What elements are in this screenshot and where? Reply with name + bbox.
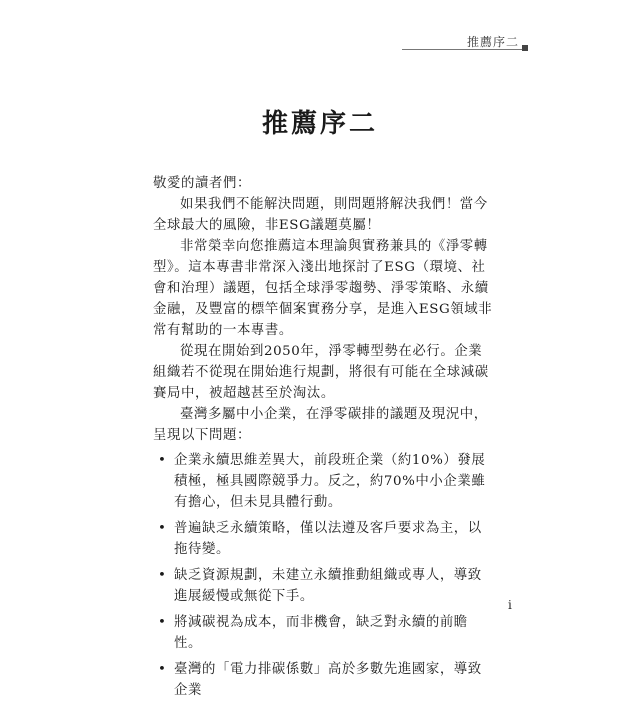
bullet-item [153,565,495,607]
salutation: 敬愛的讀者們： [153,176,251,191]
bullet-dot-icon: • [158,615,167,630]
bullet-text: 普遍缺乏永續策略，僅以法遵及客戶要求為主，以拖待變。 [174,521,482,557]
bullet-item [153,612,495,654]
bullet-dot-icon: • [158,453,167,468]
bullet-text: 企業永續思維差異大，前段班企業（約10%）發展積極，極具國際競爭力。反之，約70%中小企業雖有擔心，但未見具體行動。 [174,453,486,510]
chapter-title: 推薦序二 [261,109,378,139]
paragraph-3: 從現在開始到2050年，淨零轉型勢在必行。企業組織若不從現在開始進行規劃，將很有可能在全球減碳賽局中，被超越甚至於淘汰。 [153,344,489,401]
paragraph-1: 如果我們不能解決問題，則問題將解決我們！當今全球最大的風險，非ESG議題莫屬！ [153,197,488,233]
bullet-item [153,518,495,560]
bullet-item [153,450,495,513]
bullet-list [153,450,495,701]
paragraph-2: 非常榮幸向您推薦這本理論與實務兼具的《淨零轉型》。這本專書非常深入淺出地探討了ESG（環境、社會和治理）議題，包括全球淨零趨勢、淨零策略、永續金融，及豐富的標竿個案實務分享，是進入ESG領域非常有幫助的一本專書。 [153,239,493,338]
bullet-text: 缺乏資源規劃，未建立永續推動組織或專人，導致進展緩慢或無從下手。 [174,568,482,604]
bullet-dot-icon: • [158,521,167,536]
page-number: i [508,598,512,612]
body-text [153,173,495,706]
bullet-dot-icon: • [158,568,167,583]
bullet-text: 臺灣的「電力排碳係數」高於多數先進國家，導致企業 [174,662,482,698]
bullet-text: 將減碳視為成本，而非機會，缺乏對永續的前瞻性。 [174,615,468,651]
paragraph-4: 臺灣多屬中小企業，在淨零碳排的議題及現況中，呈現以下問題： [153,407,488,443]
header-rule [402,49,522,50]
bullet-dot-icon: • [158,662,167,677]
header-square-mark [522,45,528,51]
bullet-item [153,659,495,701]
running-header: 推薦序二 [466,35,519,49]
